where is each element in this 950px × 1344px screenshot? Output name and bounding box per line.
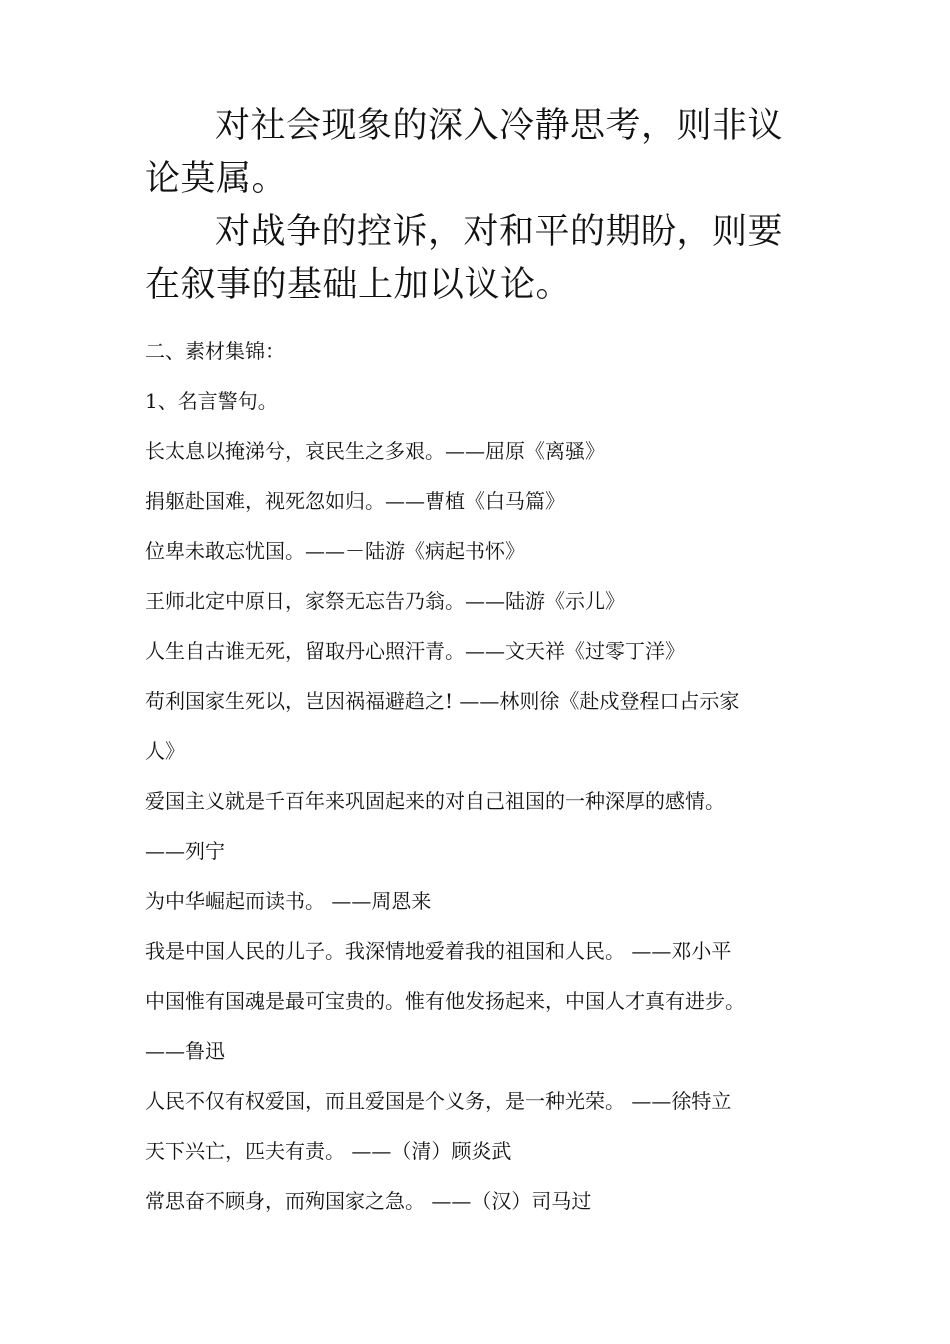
quote-line: 为中华崛起而读书。 ——周恩来 [145, 889, 432, 913]
quote-line: ——鲁迅 [145, 1039, 225, 1063]
quote-line: 苟利国家生死以，岂因祸福避趋之! ——林则徐《赴戍登程口占示家 [145, 689, 740, 713]
quote-line: ——列宁 [145, 839, 225, 863]
quote-line: 位卑未敢忘忧国。——－陆游《病起书怀》 [145, 539, 525, 563]
quote-line: 常思奋不顾身，而殉国家之急。 ——（汉）司马过 [145, 1189, 592, 1213]
sub-heading: 1、名言警句。 [145, 389, 278, 413]
quote-line: 爱国主义就是千百年来巩固起来的对自己祖国的一种深厚的感情。 [145, 789, 725, 813]
material-list [145, 326, 810, 1226]
quote-line: 人》 [145, 739, 185, 763]
quote-line: 人民不仅有权爱国，而且爱国是个义务，是一种光荣。 ——徐特立 [145, 1089, 732, 1113]
intro-paragraph-2: 对战争的控诉，对和平的期盼，则要在叙事的基础上加以议论。 [145, 212, 784, 305]
quote-line: 天下兴亡，匹夫有责。 ——（清）顾炎武 [145, 1139, 512, 1163]
section-heading: 二、素材集锦： [145, 339, 285, 363]
quote-line: 捐躯赴国难，视死忽如归。——曹植《白马篇》 [145, 489, 565, 513]
intro-paragraph-1: 对社会现象的深入冷静思考，则非议论莫属。 [145, 106, 784, 199]
quote-line: 人生自古谁无死，留取丹心照汗青。——文天祥《过零丁洋》 [145, 639, 685, 663]
quote-line: 长太息以掩涕兮，哀民生之多艰。——屈原《离骚》 [145, 439, 605, 463]
quote-line: 中国惟有国魂是最可宝贵的。惟有他发扬起来，中国人才真有进步。 [145, 989, 745, 1013]
document-page [145, 100, 810, 1226]
quote-line: 我是中国人民的儿子。我深情地爱着我的祖国和人民。 ——邓小平 [145, 939, 732, 963]
quote-line: 王师北定中原日，家祭无忘告乃翁。——陆游《示儿》 [145, 589, 625, 613]
